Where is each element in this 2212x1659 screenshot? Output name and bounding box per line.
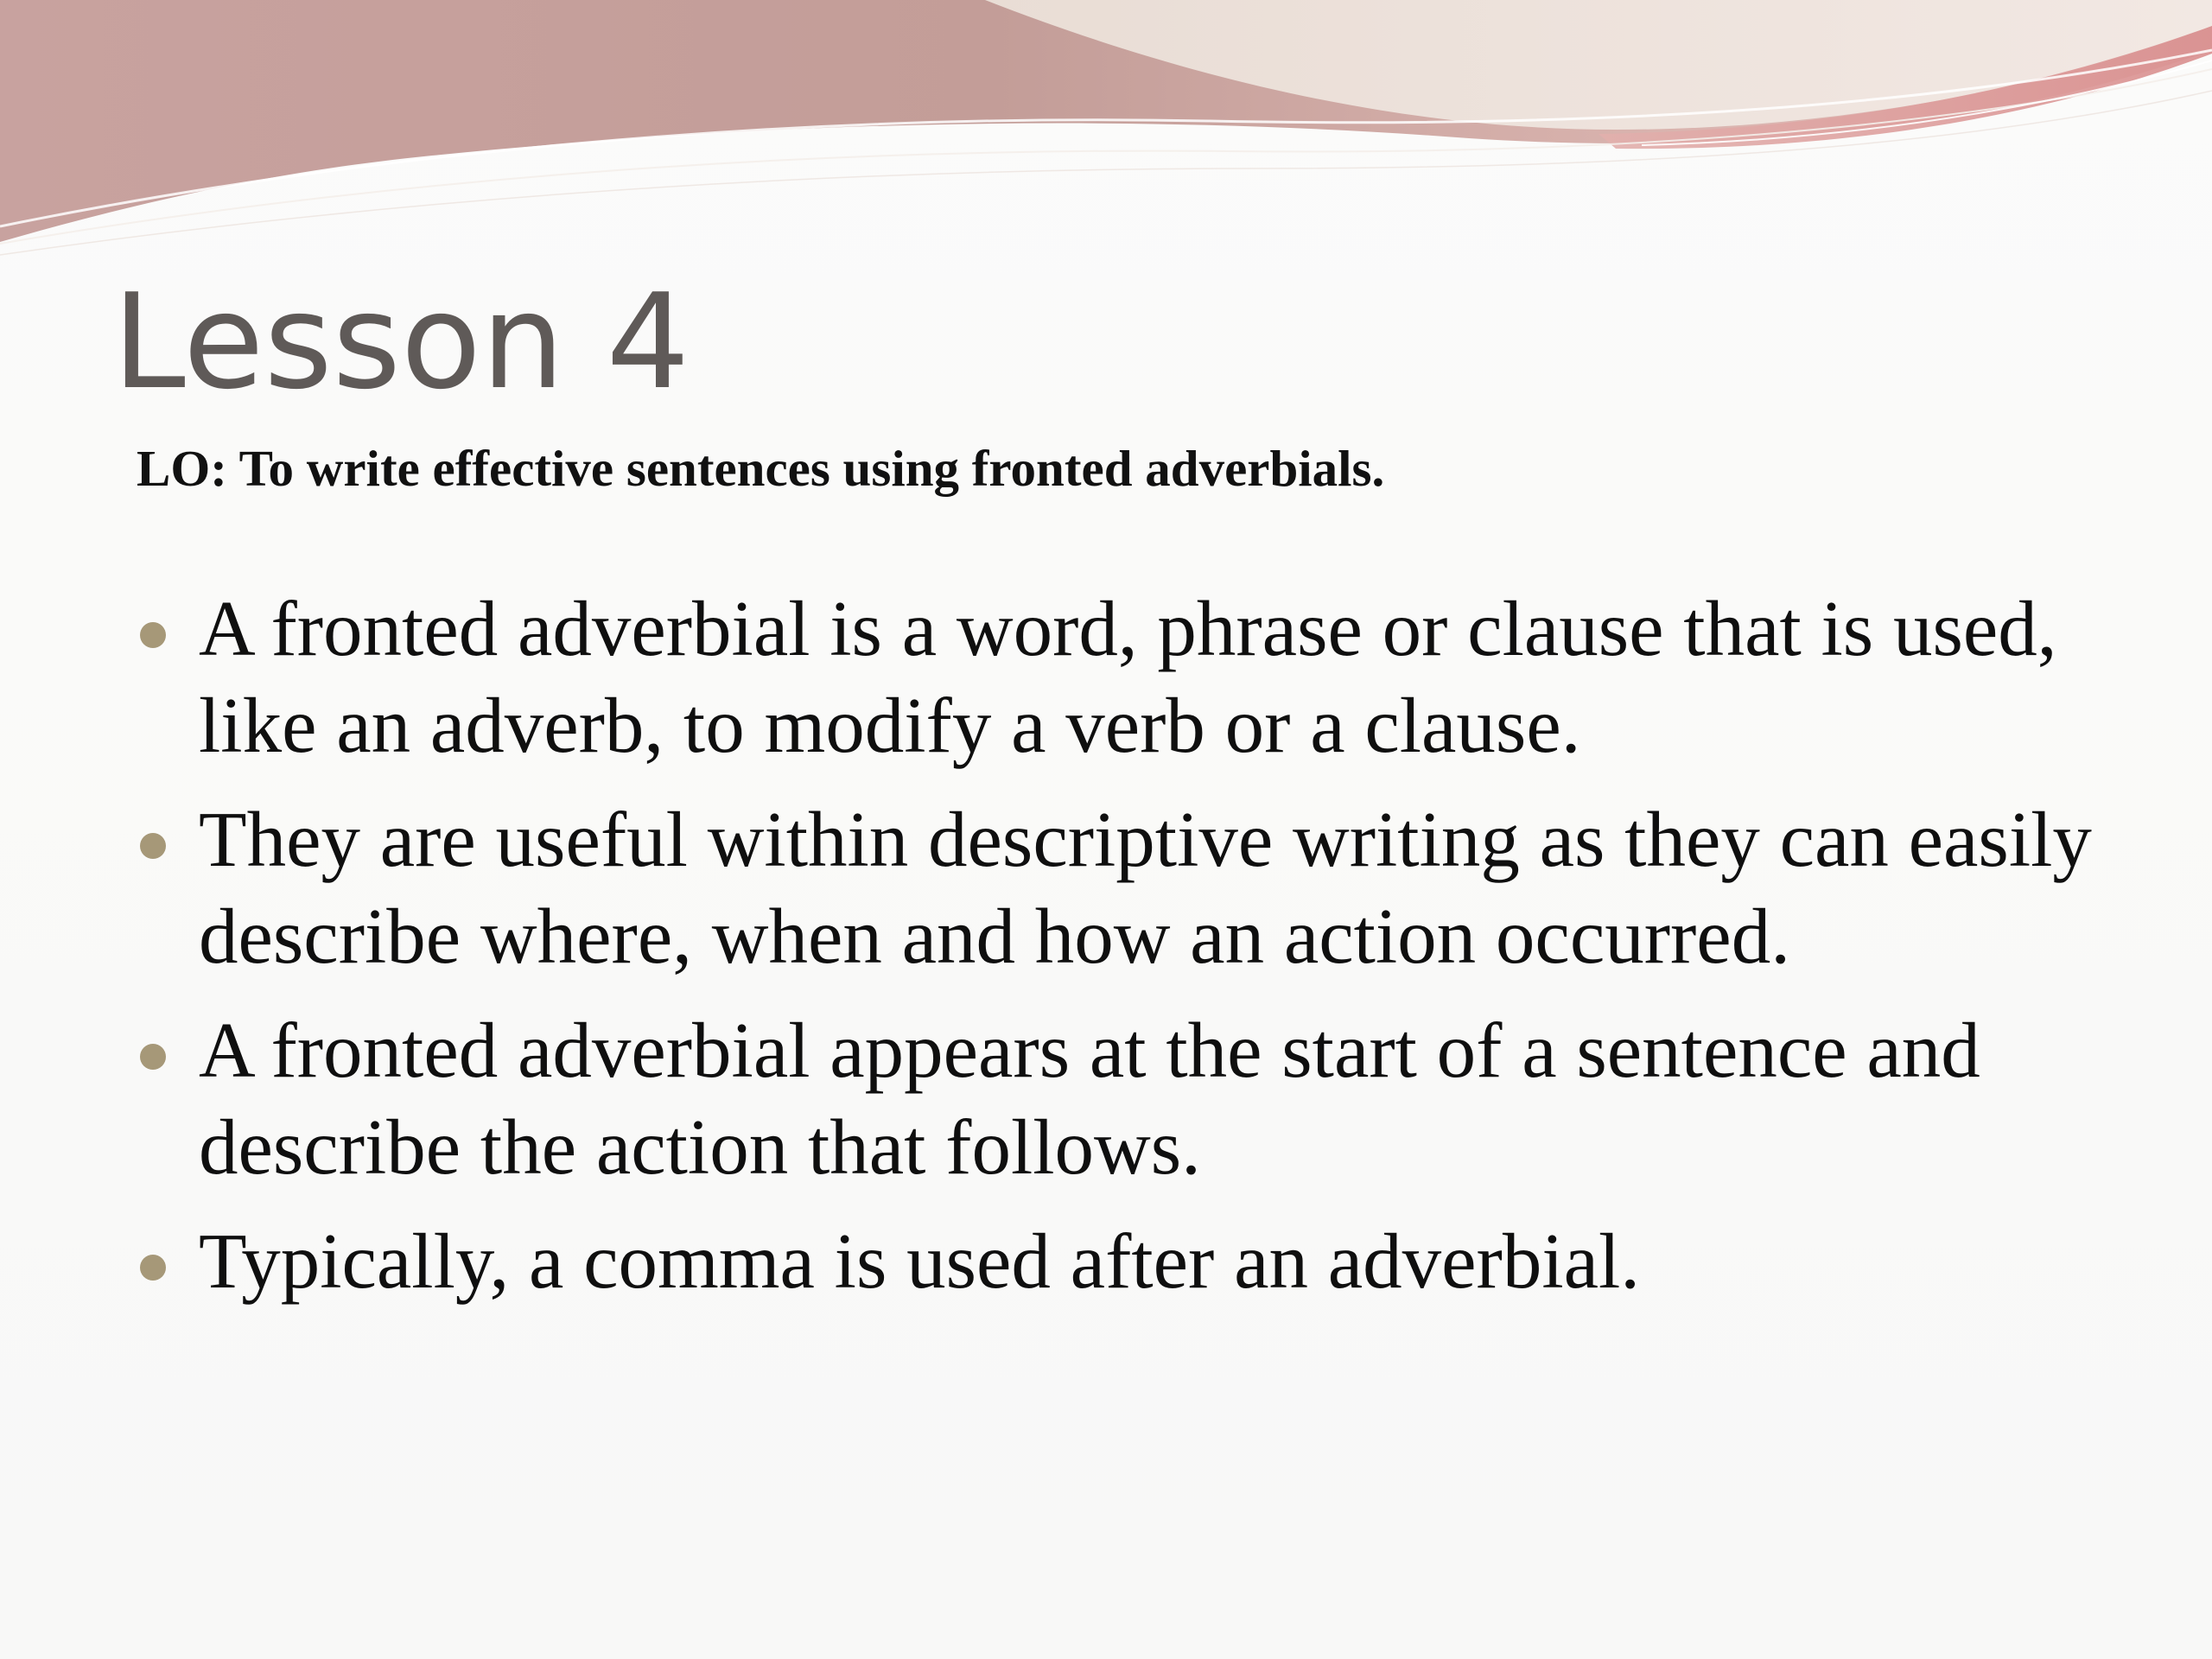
bullet-point-icon [140,833,166,859]
learning-objective: LO: To write effective sentences using fronted adverbials. [137,440,1385,497]
bullet-text: They are useful within descriptive writing as they can easily describe where, when and how an action occurred. [199,796,2092,980]
bullet-text: Typically, a comma is used after an adverbial. [199,1217,1641,1305]
bullet-point-icon [140,1255,166,1281]
bullet-item-position [137,1002,2141,1196]
bullet-list [137,581,2141,1327]
slide-title: Lesson 4 [112,265,690,418]
bullet-item-comma [137,1213,2141,1310]
bullet-item-usefulness [137,791,2141,985]
bullet-item-definition [137,581,2141,774]
bullet-text: A fronted adverbial is a word, phrase or clause that is used, like an adverb, to modify a verb or a clause. [199,585,2057,769]
bullet-text: A fronted adverbial appears at the start of a sentence and describe the action that follows. [199,1007,1980,1191]
bullet-point-icon [140,1044,166,1070]
header-swoosh-graphic [0,0,2212,259]
bullet-point-icon [140,622,166,648]
